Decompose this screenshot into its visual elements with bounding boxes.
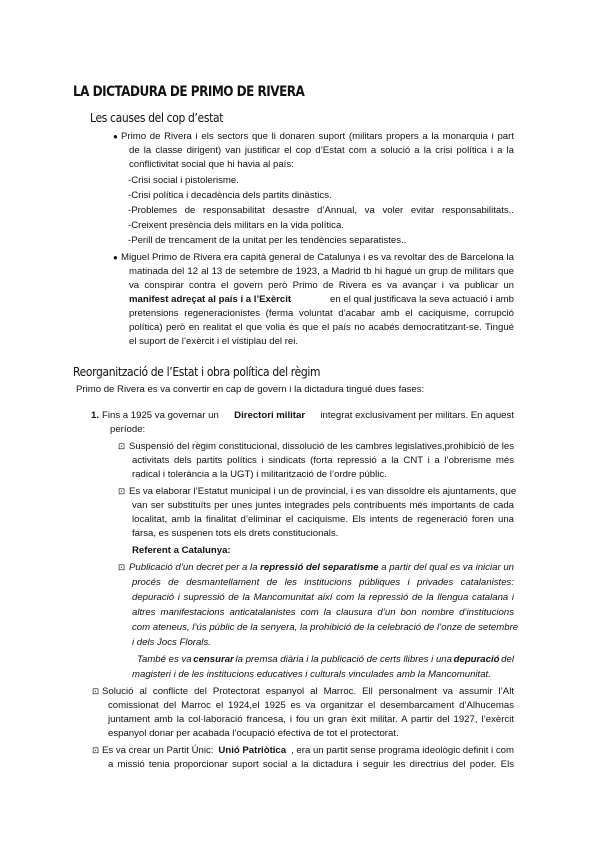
bullet-dot-icon: ● — [113, 253, 118, 262]
paragraph-line — [137, 654, 514, 665]
list-number: 1. — [91, 410, 100, 421]
bold-phrase: repressió del separatisme — [260, 562, 379, 573]
text-run: del — [501, 654, 514, 665]
document-title: LA DICTADURA DE PRIMO DE RIVERA — [73, 84, 305, 100]
paragraph-line: van ser substituïts per unes juntes integrades pels contribuents més importants de cada — [132, 500, 514, 511]
paragraph-line: localitat, amb la finalitat d’eliminar el caciquisme. Els intents de regeneració foren una — [132, 514, 514, 525]
paragraph-line: farsa, es suspenen tots els drets constitucionals. — [132, 528, 339, 539]
bold-phrase: censurar — [193, 654, 234, 665]
paragraph-line — [129, 562, 514, 573]
text-run: la premsa diària i la publicació de certs llibres i una — [235, 654, 452, 665]
paragraph-line: de la classe dirigent) van justificar el cop d’Estat com a solució a la crisi política i a la — [129, 145, 514, 156]
paragraph-line: activitats dels partits polítics i sindicats (forta repressió a la CNT i a l’obrerisme més — [132, 455, 514, 466]
paragraph-line: pretensions regeneracionistes (ferma voluntat d’acabar amb el caciquisme, corrupció — [129, 308, 514, 319]
paragraph-line: i dels Jocs Florals. — [132, 637, 211, 648]
paragraph-line: política) però en realitat el que volia és que el país no acabés democratitzant-se. Tingué — [129, 322, 514, 333]
paragraph-line: conflictivitat social que hi havia al país: — [129, 159, 294, 170]
paragraph-line: a missió tenia proporcionar suport social a la dictadura i seguir les directrius del poder. Els — [108, 759, 514, 770]
cause-item: -Problemes de responsabilitat desastre d’Annual, va voler evitar responsabilitats.. — [128, 205, 514, 216]
checkbox-bullet-icon: ⊡ — [118, 562, 126, 572]
checkbox-bullet-icon: ⊡ — [118, 486, 126, 496]
paragraph-line: Miguel Primo de Rivera era capità general de Catalunya i es va revoltar des de Barcelona la — [121, 252, 514, 263]
text-run: Es va crear un Partit Únic: — [102, 745, 214, 756]
text-run: També es va — [137, 654, 192, 665]
paragraph-line: el suport de l’exèrcit i el vistiplau del rei. — [129, 336, 299, 347]
paragraph-line: magisteri i de les institucions educatives i culturals vinculades amb la Mancomunitat. — [132, 669, 491, 680]
paragraph-line — [102, 410, 514, 421]
paragraph-line: com ateneus, l’ús públic de la senyera, la prohibició de la celebració de l’onze de setembre — [132, 622, 519, 633]
paragraph-line: Es va elaborar l’Estatut municipal i un de provincial, i es van dissoldre els ajuntaments, que — [129, 486, 517, 497]
text-run: a partir del qual es va iniciar un — [381, 562, 514, 573]
paragraph-line: Solució al conflicte del Protectorat espanyol al Marroc. Ell personalment va assumir l’Alt — [102, 686, 514, 697]
paragraph-line: període: — [110, 424, 146, 435]
paragraph-line: espanyol donar per acabada l’ocupació efectiva de tot el protectorat. — [108, 728, 399, 739]
paragraph-line: Primo de Rivera i els sectors que li donaren suport (militars propers a la monarquia i part — [121, 131, 514, 142]
intro-line: Primo de Rivera es va convertir en cap de govern i la dictadura tingué dues fases: — [76, 384, 425, 395]
paragraph-line — [102, 745, 514, 756]
checkbox-bullet-icon: ⊡ — [118, 441, 126, 451]
paragraph-line: va conspirar contra el govern però Primo de Rivera es va avançar i va publicar un — [129, 280, 514, 291]
paragraph-line: juntament amb la col·laboració francesa, i fou un gran èxit militar. A partir del 1927, l’exèrcit — [108, 714, 514, 725]
text-run: , era un partit sense programa ideològic definit i com — [291, 745, 514, 756]
paragraph-line: radical i tolerància a la UGT) i militarització de l’ordre públic. — [132, 469, 387, 480]
paragraph-line: altres manifestacions anticatalanistes com la clausura d’un bon nombre d’institucions — [132, 607, 514, 618]
section-heading-causes: Les causes del cop d’estat — [90, 110, 224, 125]
paragraph-line: depuració i supressió de la Mancomunitat així com la repressió de la llengua catalana i — [132, 592, 514, 603]
cause-item: -Crisi social i pistolerisme. — [128, 175, 239, 186]
text-run: integrat exclusivament per militars. En aquest — [320, 410, 514, 421]
bold-phrase: Unió Patriòtica — [218, 745, 287, 756]
bold-phrase: Directori militar — [234, 410, 306, 421]
cause-item: -Creixent presència dels militars en la vida política. — [128, 220, 344, 231]
paragraph-line: Suspensió del règim constitucional, dissolució de les cambres legislatives,prohibició de les — [129, 441, 514, 452]
text-run: Publicació d’un decret per a la — [129, 562, 258, 573]
cause-item: -Crisi política i decadència dels partits dinàstics. — [128, 190, 332, 201]
checkbox-bullet-icon: ⊡ — [92, 745, 100, 755]
bullet-dot-icon: ● — [113, 132, 118, 141]
bold-phrase: depuració — [453, 654, 500, 665]
text-run: Fins a 1925 va governar un — [102, 410, 219, 421]
bold-phrase: manifest adreçat al país i a l’Exèrcit — [129, 294, 292, 305]
section-heading-reorganitzacio: Reorganització de l’Estat i obra política del règim — [73, 364, 321, 379]
text-run: en el qual justificava la seva actuació i amb — [330, 294, 514, 305]
subheading-catalunya: Referent a Catalunya: — [132, 545, 231, 556]
checkbox-bullet-icon: ⊡ — [92, 686, 100, 696]
paragraph-line: matinada del 12 al 13 de setembre de 1923, a Madrid tb hi hagué un grup de militars que — [129, 266, 514, 277]
paragraph-line — [129, 294, 514, 305]
cause-item: -Perill de trencament de la unitat per les tendències separatistes.. — [128, 235, 407, 246]
paragraph-line: comissionat del Marroc el 1924,el 1925 es va organitzar el desembarcament d’Alhucemas — [108, 700, 514, 711]
paragraph-line: procés de desmantellament de les institucions públiques i privades catalanistes: — [132, 577, 514, 588]
